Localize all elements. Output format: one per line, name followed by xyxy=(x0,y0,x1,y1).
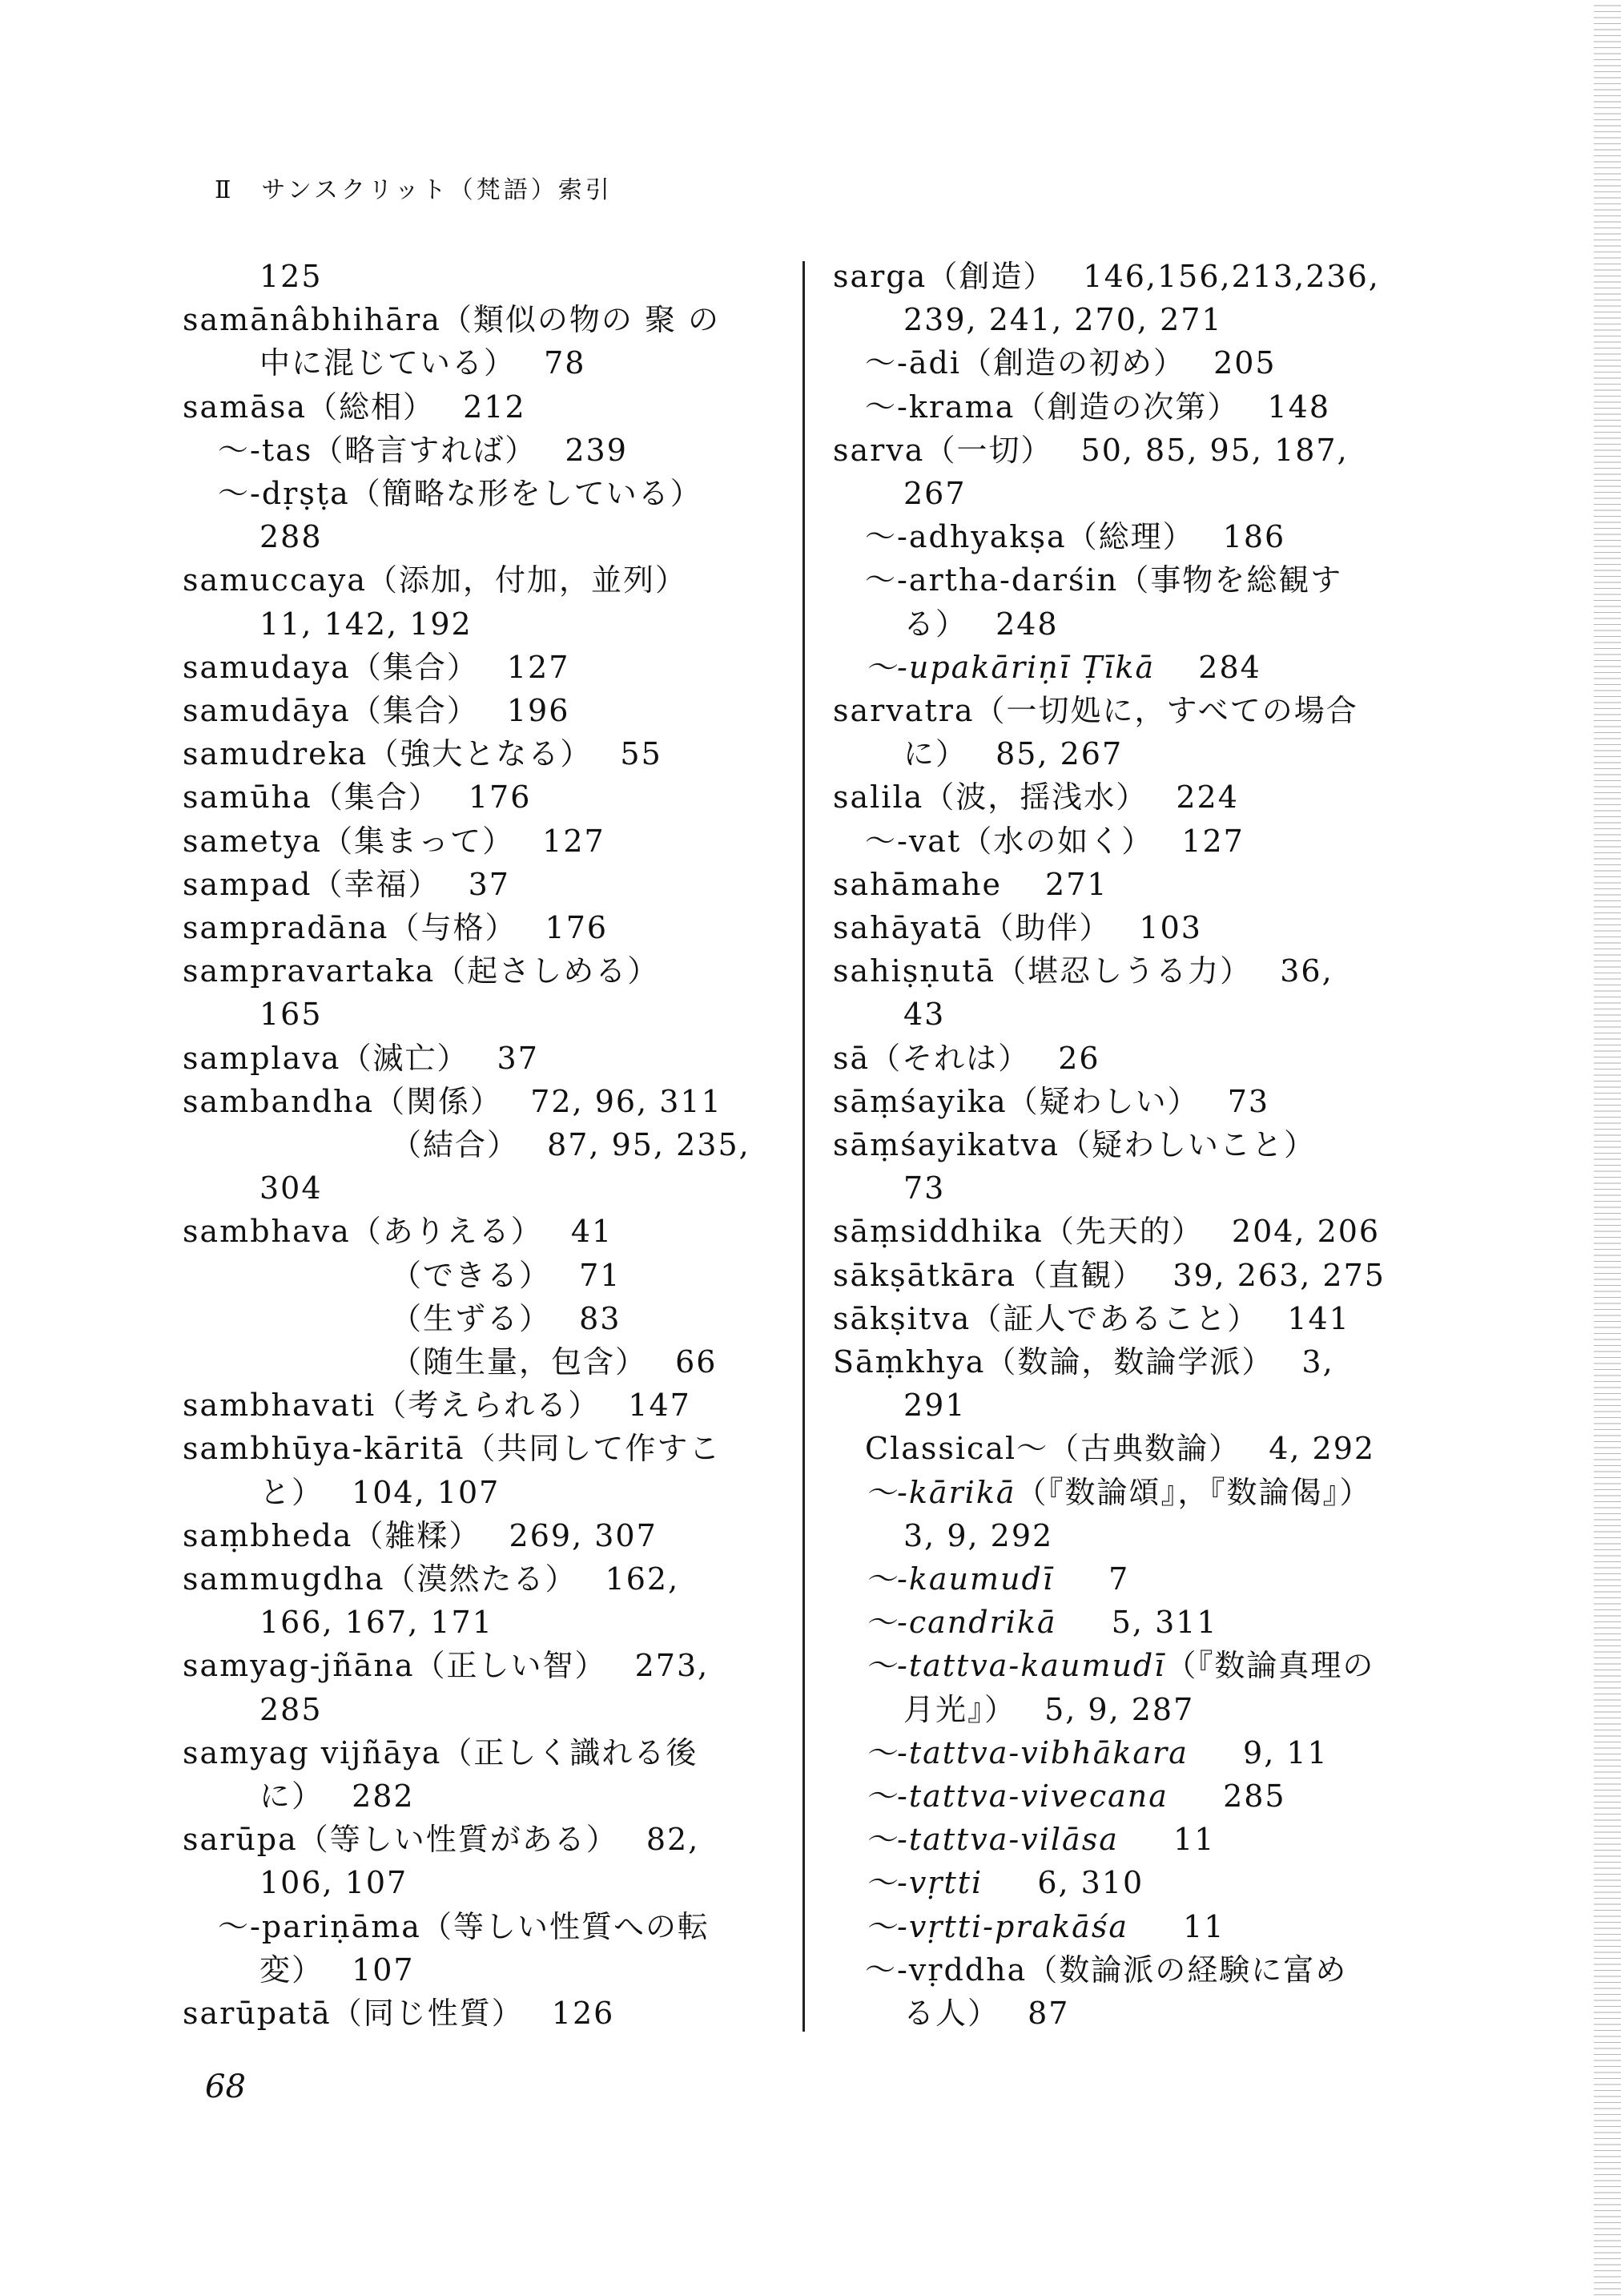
index-term: ～-upakāriṇī Ṭīkā xyxy=(865,649,1156,685)
index-gloss-pages: 月光』） 5, 9, 287 xyxy=(903,1691,1195,1727)
index-subentry xyxy=(218,1905,710,1948)
index-entry xyxy=(183,558,687,602)
index-gloss-pages: （一切処に，すべての場合 xyxy=(974,693,1358,728)
index-gloss-pages: 11 xyxy=(1118,1822,1216,1858)
index-gloss-pages: （総理） 186 xyxy=(1066,519,1286,555)
index-gloss-pages: （できる） 71 xyxy=(391,1257,621,1293)
index-continuation xyxy=(259,341,585,385)
index-subentry xyxy=(865,385,1330,429)
index-term: ～-candrikā xyxy=(865,1605,1057,1641)
index-term: sambhūya-kāritā xyxy=(183,1431,465,1467)
index-subentry xyxy=(865,1471,1372,1514)
index-gloss-pages: 11, 142, 192 xyxy=(259,606,473,642)
index-gloss-pages: （数論派の経験に富め xyxy=(1027,1952,1348,1988)
index-entry xyxy=(183,385,526,429)
index-gloss-pages: （集まって） 127 xyxy=(322,823,605,859)
index-term: sāṃśayika xyxy=(833,1083,1008,1119)
index-gloss-pages: （証人であること） 141 xyxy=(971,1300,1350,1336)
index-gloss-pages: 285 xyxy=(259,1691,323,1727)
index-term: ～-pariṇāma xyxy=(218,1908,421,1944)
index-continuation xyxy=(903,1166,945,1210)
index-entry xyxy=(833,429,1349,472)
index-subentry xyxy=(865,341,1277,385)
index-subentry xyxy=(865,1861,1144,1904)
index-entry xyxy=(183,1557,679,1601)
index-continuation xyxy=(259,515,323,558)
index-gloss-pages: （事物を総観す xyxy=(1118,562,1343,598)
index-term: samuccaya xyxy=(183,562,368,598)
index-subentry xyxy=(865,1948,1347,1992)
index-gloss-pages: （漠然たる） 162, xyxy=(384,1561,680,1597)
index-gloss-pages: （数論，数論学派） 3, xyxy=(985,1344,1334,1380)
index-term: sambandha xyxy=(183,1083,375,1119)
index-gloss-pages: 165 xyxy=(259,997,323,1033)
index-term: ～-tattva-kaumudī xyxy=(865,1648,1166,1684)
index-gloss-pages: （創造） 146,156,213,236, xyxy=(927,259,1380,294)
index-gloss-pages: （直観） 39, 263, 275 xyxy=(1016,1257,1386,1293)
index-gloss-pages: 73 xyxy=(903,1170,946,1206)
index-continuation xyxy=(259,993,323,1036)
index-gloss-pages: （『数論真理の xyxy=(1165,1648,1375,1684)
index-entry xyxy=(833,1210,1380,1253)
index-entry xyxy=(833,1037,1100,1080)
index-gloss-pages: （簡略な形をしている） xyxy=(349,476,702,511)
index-term: samplava xyxy=(183,1040,341,1076)
index-gloss-pages: （先天的） 204, 206 xyxy=(1043,1214,1381,1250)
index-gloss-pages: 9, 11 xyxy=(1188,1734,1329,1770)
index-subentry xyxy=(218,429,628,472)
index-gloss-pages: 11 xyxy=(1128,1908,1225,1944)
index-continuation xyxy=(903,472,967,515)
index-gloss-pages: （随生量，包含） 66 xyxy=(391,1344,718,1380)
index-gloss-pages: （起さしめる） xyxy=(435,953,660,989)
index-entry xyxy=(183,1514,658,1557)
scan-edge-noise xyxy=(1594,0,1621,2296)
index-term: Classical～ xyxy=(865,1431,1049,1467)
index-term: ～-kaumudī xyxy=(865,1561,1054,1597)
index-gloss-pages: （同じ性質） 126 xyxy=(331,1996,615,2031)
index-gloss-pages: （正しい智） 273, xyxy=(414,1648,710,1684)
index-continuation xyxy=(391,1340,717,1384)
index-continuation xyxy=(259,1166,323,1210)
index-continuation xyxy=(391,1254,621,1297)
index-gloss-pages: （等しい性質への転 xyxy=(420,1908,710,1944)
index-continuation xyxy=(903,1992,1069,2035)
index-term: samudāya xyxy=(183,693,351,728)
index-term: ～-vṛddha xyxy=(865,1952,1028,1988)
index-term: sā xyxy=(833,1040,871,1076)
index-term: sarga xyxy=(833,259,927,294)
index-term: sametya xyxy=(183,823,323,859)
index-term: sahāmahe xyxy=(833,866,1002,902)
index-continuation xyxy=(391,1123,750,1166)
index-subentry xyxy=(865,1644,1374,1687)
index-gloss-pages: （疑わしい） 73 xyxy=(1007,1083,1270,1119)
index-entry xyxy=(183,1037,539,1080)
index-entry xyxy=(833,949,1333,993)
index-gloss-pages: 6, 310 xyxy=(983,1865,1144,1901)
index-gloss-pages: に） 282 xyxy=(259,1778,415,1814)
index-entry xyxy=(183,1080,722,1123)
index-term: ～-vṛtti xyxy=(865,1865,983,1901)
index-term: sākṣitva xyxy=(833,1300,971,1336)
index-term: ～-tattva-vivecana xyxy=(865,1778,1168,1814)
index-gloss-pages: （古典数論） 4, 292 xyxy=(1048,1431,1376,1467)
index-gloss-pages: 3, 9, 292 xyxy=(903,1517,1054,1553)
index-subentry xyxy=(865,1774,1286,1818)
index-term: samānâbhihāra xyxy=(183,302,441,338)
index-entry xyxy=(833,1080,1269,1123)
index-entry xyxy=(183,1427,721,1470)
index-term: sahiṣṇutā xyxy=(833,953,996,989)
index-entry xyxy=(183,906,608,949)
index-gloss-pages: （創造の初め） 205 xyxy=(960,345,1277,381)
index-subentry xyxy=(865,1731,1329,1774)
index-term: ～-adhyakṣa xyxy=(865,519,1067,555)
index-term: sampravartaka xyxy=(183,953,436,989)
index-subentry xyxy=(865,1905,1225,1948)
index-gloss-pages: と） 104, 107 xyxy=(259,1474,501,1510)
index-entry xyxy=(833,1123,1316,1166)
index-gloss-pages: （正しく識れる後 xyxy=(441,1734,698,1770)
index-term: sarūpa xyxy=(183,1822,298,1858)
index-continuation xyxy=(259,602,473,646)
index-term: samūha xyxy=(183,779,312,816)
index-term: ～-dṛṣṭa xyxy=(218,476,350,511)
index-entry xyxy=(183,1731,698,1774)
index-continuation xyxy=(259,1861,408,1904)
index-entry xyxy=(833,689,1358,732)
index-entry xyxy=(183,1384,691,1427)
index-term: sahāyatā xyxy=(833,910,983,945)
index-continuation xyxy=(903,1514,1053,1557)
index-gloss-pages: （集合） 127 xyxy=(350,649,570,685)
index-subentry xyxy=(218,472,702,515)
index-gloss-pages: （考えられる） 147 xyxy=(376,1388,691,1424)
index-gloss-pages: （等しい性質がある） 82, xyxy=(297,1822,700,1858)
index-term: sambhava xyxy=(183,1214,351,1250)
index-term: samudaya xyxy=(183,649,351,685)
index-gloss-pages: （堪忍しうる力） 36, xyxy=(996,953,1333,989)
index-gloss-pages: （滅亡） 37 xyxy=(340,1040,539,1076)
index-term: ～-vat xyxy=(865,823,962,859)
index-gloss-pages: 125 xyxy=(259,259,323,294)
index-continuation xyxy=(903,732,1123,775)
index-gloss-pages: 中に混じている） 78 xyxy=(259,345,586,381)
index-continuation xyxy=(259,1471,500,1514)
index-term: ～-ādi xyxy=(865,345,961,381)
index-gloss-pages: 267 xyxy=(903,476,967,511)
index-gloss-pages: （水の如く） 127 xyxy=(961,823,1245,859)
index-gloss-pages: 271 xyxy=(1001,866,1108,902)
index-gloss-pages: 304 xyxy=(259,1170,323,1206)
index-continuation xyxy=(903,602,1059,646)
index-gloss-pages: 7 xyxy=(1053,1561,1130,1597)
index-term: sāṃśayikatva xyxy=(833,1127,1060,1162)
index-subentry xyxy=(865,1601,1218,1644)
index-entry xyxy=(183,863,510,906)
index-term: sarva xyxy=(833,432,925,468)
index-subentry xyxy=(865,558,1342,602)
index-gloss-pages: る） 248 xyxy=(903,606,1059,642)
index-subentry xyxy=(865,1557,1129,1601)
index-term: samudreka xyxy=(183,736,368,772)
index-gloss-pages: （ありえる） 41 xyxy=(350,1214,613,1250)
index-term: sammugdha xyxy=(183,1561,385,1597)
index-term: sambhavati xyxy=(183,1388,376,1424)
index-continuation xyxy=(391,1297,621,1340)
index-gloss-pages: 106, 107 xyxy=(259,1865,408,1901)
index-gloss-pages: 285 xyxy=(1168,1778,1286,1814)
index-entry xyxy=(183,949,659,993)
index-entry xyxy=(183,689,569,732)
index-gloss-pages: 変） 107 xyxy=(259,1952,415,1988)
index-term: ～-artha-darśin xyxy=(865,562,1119,598)
index-entry xyxy=(183,1818,699,1861)
index-gloss-pages: （強大となる） 55 xyxy=(368,736,662,772)
index-continuation xyxy=(903,1688,1194,1731)
index-term: saṃbheda xyxy=(183,1517,353,1553)
index-continuation xyxy=(259,1601,493,1644)
index-continuation xyxy=(259,1948,415,1992)
index-gloss-pages: （創造の次第） 148 xyxy=(1015,389,1331,425)
index-gloss-pages: （総相） 212 xyxy=(307,389,526,425)
index-gloss-pages: に） 85, 267 xyxy=(903,736,1124,772)
index-entry xyxy=(183,820,605,863)
index-gloss-pages: （波，揺浅水） 224 xyxy=(923,779,1239,816)
index-gloss-pages: （関係） 72, 96, 311 xyxy=(374,1083,722,1119)
index-entry xyxy=(183,732,662,775)
index-subentry xyxy=(865,1818,1215,1861)
index-term: samyag-jñāna xyxy=(183,1648,415,1684)
index-term: sampad xyxy=(183,866,312,902)
index-gloss-pages: 284 xyxy=(1155,649,1261,685)
index-term: sāṃsiddhika xyxy=(833,1214,1044,1250)
index-entry xyxy=(183,1644,709,1687)
index-gloss-pages: （雑糅） 269, 307 xyxy=(352,1517,658,1553)
index-term: samāsa xyxy=(183,389,308,425)
index-subentry xyxy=(865,515,1285,558)
page-number: 68 xyxy=(205,2068,246,2105)
index-gloss-pages: （集合） 196 xyxy=(350,693,570,728)
index-term: ～-tattva-vibhākara xyxy=(865,1734,1189,1770)
index-term: sākṣātkāra xyxy=(833,1257,1017,1293)
index-gloss-pages: 5, 311 xyxy=(1056,1605,1218,1641)
running-header: Ⅱ サンスクリット（梵語）索引 xyxy=(215,176,613,204)
index-gloss-pages: （一切） 50, 85, 95, 187, xyxy=(924,432,1349,468)
index-continuation xyxy=(259,255,323,298)
index-gloss-pages: る人） 87 xyxy=(903,1996,1070,2031)
index-entry xyxy=(833,775,1239,819)
index-term: sampradāna xyxy=(183,910,389,945)
index-term: sarvatra xyxy=(833,693,975,728)
index-gloss-pages: （助伴） 103 xyxy=(983,910,1202,945)
column-divider xyxy=(802,261,805,2032)
index-continuation xyxy=(903,298,1223,341)
index-subentry xyxy=(865,1427,1375,1470)
index-entry xyxy=(833,255,1380,298)
index-term: ～-krama xyxy=(865,389,1016,425)
index-gloss-pages: （『数論頌』，『数論偈』） xyxy=(1016,1474,1372,1510)
index-gloss-pages: （幸福） 37 xyxy=(312,866,510,902)
index-entry xyxy=(183,1210,613,1253)
index-term: ～-kārikā xyxy=(865,1474,1016,1510)
index-entry xyxy=(183,1992,614,2035)
index-gloss-pages: 166, 167, 171 xyxy=(259,1605,493,1641)
index-gloss-pages: （添加，付加，並列） xyxy=(367,562,688,598)
index-gloss-pages: 43 xyxy=(903,997,946,1033)
index-subentry xyxy=(865,820,1245,863)
index-term: salila xyxy=(833,779,924,816)
index-gloss-pages: （疑わしいこと） xyxy=(1060,1127,1317,1162)
index-gloss-pages: （結合） 87, 95, 235, xyxy=(391,1127,750,1162)
index-entry xyxy=(833,906,1202,949)
index-continuation xyxy=(259,1774,415,1818)
index-term: sarūpatā xyxy=(183,1996,332,2031)
index-gloss-pages: （共同して作すこ xyxy=(465,1431,722,1467)
index-gloss-pages: （集合） 176 xyxy=(312,779,532,816)
index-entry xyxy=(833,863,1108,906)
index-gloss-pages: （類似の物の 聚 の xyxy=(440,302,721,338)
index-gloss-pages: 288 xyxy=(259,519,323,555)
index-entry xyxy=(833,1297,1350,1340)
index-term: ～-vṛtti-prakāśa xyxy=(865,1908,1128,1944)
index-entry xyxy=(833,1254,1386,1297)
index-continuation xyxy=(903,1384,967,1427)
index-term: samyag vijñāya xyxy=(183,1734,442,1770)
index-continuation xyxy=(903,993,945,1036)
index-subentry xyxy=(865,646,1261,689)
index-gloss-pages: 239, 241, 270, 271 xyxy=(903,302,1223,338)
index-gloss-pages: （それは） 26 xyxy=(870,1040,1100,1076)
index-continuation xyxy=(259,1688,323,1731)
index-term: ～-tas xyxy=(218,432,313,468)
index-term: Sāṃkhya xyxy=(833,1344,986,1380)
index-gloss-pages: （与格） 176 xyxy=(388,910,609,945)
index-entry xyxy=(833,1340,1334,1384)
index-gloss-pages: 291 xyxy=(903,1388,967,1424)
index-gloss-pages: （略言すれば） 239 xyxy=(312,432,628,468)
index-entry xyxy=(183,775,531,819)
index-gloss-pages: （生ずる） 83 xyxy=(391,1300,621,1336)
index-entry xyxy=(183,298,720,341)
index-term: ～-tattva-vilāsa xyxy=(865,1822,1119,1858)
index-entry xyxy=(183,646,569,689)
